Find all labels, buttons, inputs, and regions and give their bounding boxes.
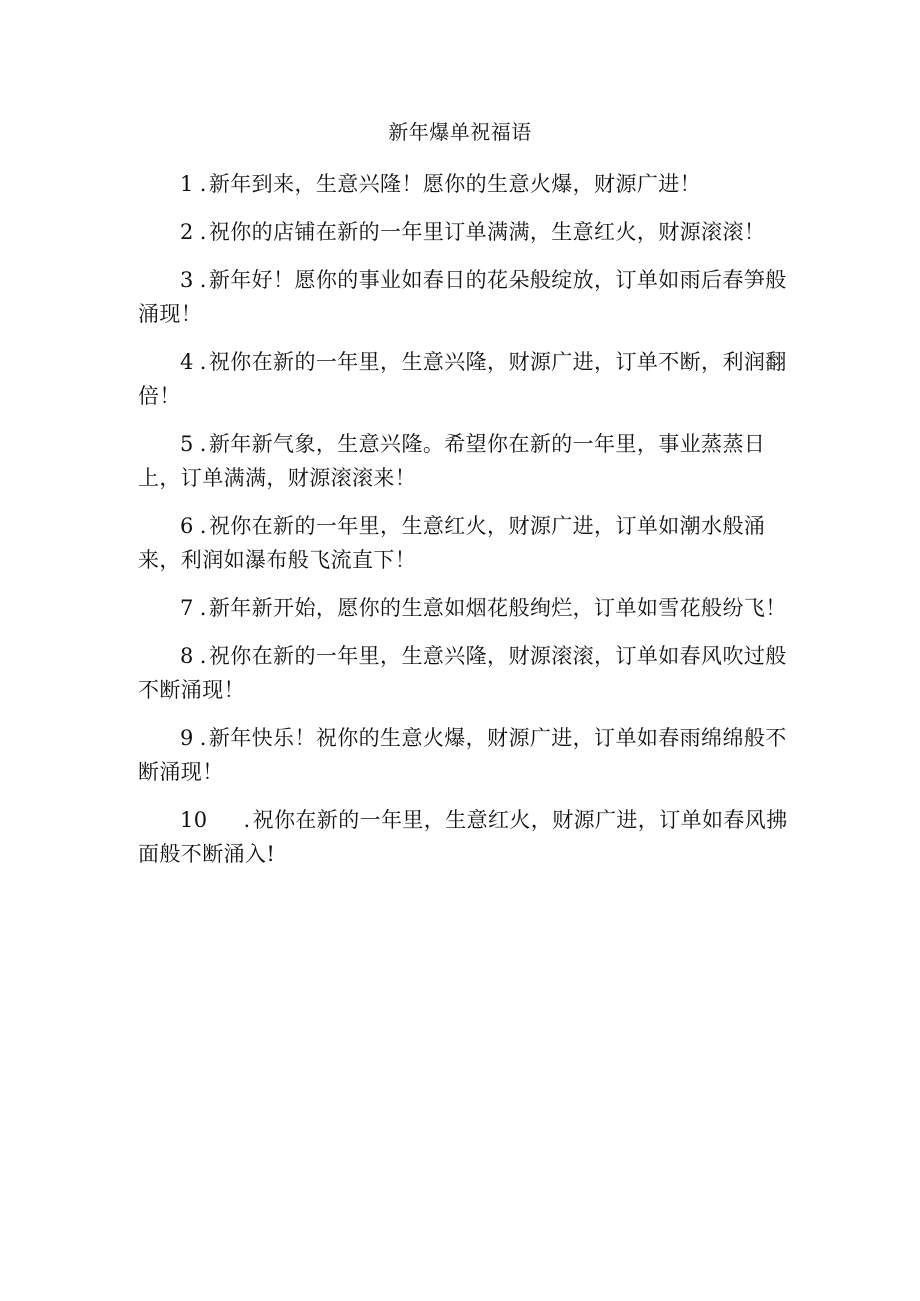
list-item [138,721,808,789]
item-text: 祝你的店铺在新的一年里订单满满，生意红火，财源滚滚！ [208,220,766,244]
item-separator: . [199,172,207,196]
item-text: 祝你在新的一年里，生意红火，财源广进，订单如春风拂面般不断涌入! [138,808,788,866]
item-separator: . [199,644,207,668]
list-item [138,803,808,871]
item-separator: . [243,808,251,832]
item-number: 2 [180,220,194,244]
item-number: 8 [180,644,194,668]
list-item [138,639,808,707]
item-text: 新年新气象，生意兴隆。希望你在新的一年里，事业蒸蒸日上，订单满满，财源滚滚来！ [138,432,766,490]
list-item [138,345,808,413]
item-separator: . [199,268,207,292]
item-text: 新年快乐！祝你的生意火爆，财源广进，订单如春雨绵绵般不断涌现！ [138,726,787,784]
item-number: 9 [180,726,194,750]
item-text: 新年到来，生意兴隆！愿你的生意火爆，财源广进！ [208,172,702,196]
item-text: 祝你在新的一年里，生意兴隆，财源广进，订单不断，利润翻倍！ [138,350,787,408]
item-number: 1 [180,172,194,196]
list-item [138,591,808,625]
item-text: 新年好！愿你的事业如春日的花朵般绽放，订单如雨后春笋般涌现！ [138,268,787,326]
item-number: 5 [180,432,194,456]
document-title: 新年爆单祝福语 [388,120,532,144]
list-item [138,215,808,249]
item-text: 新年新开始，愿你的生意如烟花般绚烂，订单如雪花般纷飞！ [208,596,787,620]
item-number: 10 [180,808,208,832]
greetings-list [138,167,808,885]
item-separator: . [199,432,207,456]
item-number: 3 [180,268,194,292]
list-item [138,263,808,331]
item-separator: . [199,350,207,374]
item-text: 祝你在新的一年里，生意兴隆，财源滚滚，订单如春风吹过般不断涌现！ [138,644,787,702]
item-separator: . [199,514,207,538]
item-number: 6 [180,514,194,538]
item-text: 祝你在新的一年里，生意红火，财源广进，订单如潮水般涌来，利润如瀑布般飞流直下！ [138,514,766,572]
list-item [138,427,808,495]
item-number: 4 [180,350,194,374]
list-item [138,509,808,577]
list-item [138,167,808,201]
item-separator: . [199,220,207,244]
item-separator: . [199,596,207,620]
item-number: 7 [180,596,194,620]
item-separator: . [199,726,207,750]
